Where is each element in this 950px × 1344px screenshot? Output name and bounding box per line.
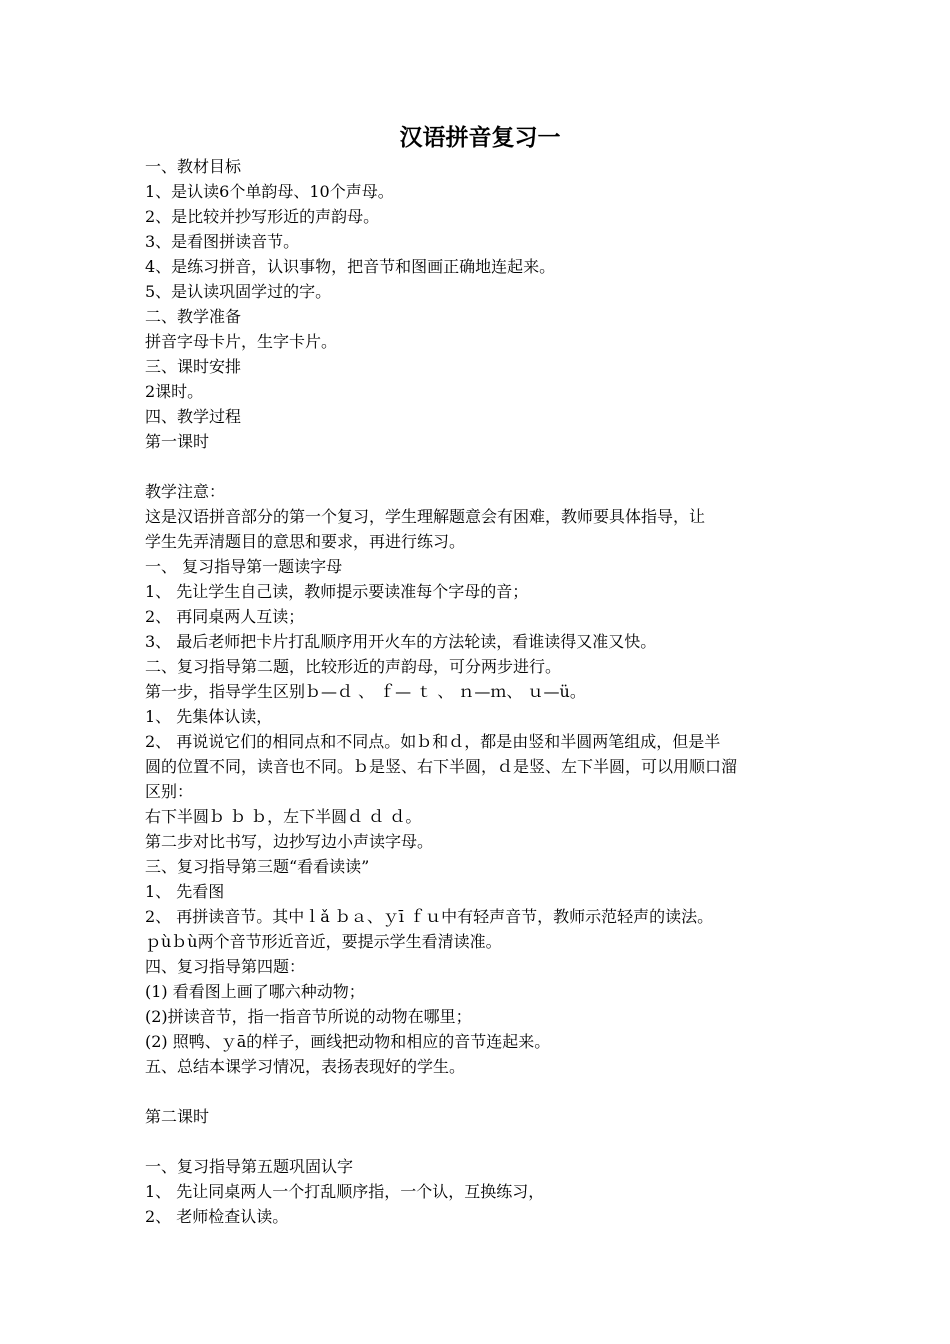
text-line: 2课时。 (145, 382, 204, 401)
text-line: ｐùｂù两个音节形近音近，要提示学生看清读准。 (145, 932, 502, 951)
text-line: 第一步，指导学生区别ｂ—ｄ 、 ｆ— ｔ 、 ｎ—ｍ、 ｕ—ü。 (145, 682, 586, 701)
text-line: 二、复习指导第二题，比较形近的声韵母，可分两步进行。 (145, 657, 562, 676)
text-line: 2、 再说说它们的相同点和不同点。如ｂ和ｄ，都是由竖和半圆两笔组成，但是半 (145, 732, 721, 751)
text-line: 2、 再同桌两人互读； (145, 607, 305, 626)
text-line: 2、是比较并抄写形近的声韵母。 (145, 207, 380, 226)
text-line: (2) 照鸭、ｙā的样子，画线把动物和相应的音节连起来。 (145, 1032, 551, 1051)
text-line: 三、课时安排 (145, 357, 242, 376)
text-line: 拼音字母卡片，生字卡片。 (145, 332, 338, 351)
text-line: 教学注意： (145, 482, 226, 501)
text-line: 3、 最后老师把卡片打乱顺序用开火车的方法轮读，看谁读得又准又快。 (145, 632, 657, 651)
text-line: 右下半圆ｂ ｂ ｂ，左下半圆ｄ ｄ ｄ。 (145, 807, 422, 826)
text-line: 1、 先看图 (145, 882, 225, 901)
text-line: 1、是认读6个单韵母、10个声母。 (145, 182, 394, 201)
text-line: 区别： (145, 782, 194, 801)
text-line: (2)拼读音节，指一指音节所说的动物在哪里； (145, 1007, 472, 1026)
text-line: 4、是练习拼音，认识事物，把音节和图画正确地连起来。 (145, 257, 556, 276)
text-line: 第二步对比书写，边抄写边小声读字母。 (145, 832, 434, 851)
text-line: 一、教材目标 (145, 157, 242, 176)
text-line: 五、总结本课学习情况，表扬表现好的学生。 (145, 1057, 466, 1076)
text-line: 一、复习指导第五题巩固认字 (145, 1157, 354, 1176)
text-line: 学生先弄清题目的意思和要求，再进行练习。 (145, 532, 466, 551)
text-line: 3、是看图拼读音节。 (145, 232, 300, 251)
document-page (145, 122, 825, 1229)
text-line: (1) 看看图上画了哪六种动物； (145, 982, 365, 1001)
text-line: 这是汉语拼音部分的第一个复习，学生理解题意会有困难，教师要具体指导，让 (145, 507, 706, 526)
text-line (145, 1079, 825, 1104)
text-line: 二、教学准备 (145, 307, 242, 326)
text-line (145, 1129, 825, 1154)
text-line: 5、是认读巩固学过的字。 (145, 282, 332, 301)
text-line: 2、 老师检查认读。 (145, 1207, 289, 1226)
text-line: 三、复习指导第三题“看看读读” (145, 857, 370, 876)
document-body (145, 154, 825, 1229)
text-line: 第二课时 (145, 1107, 210, 1126)
text-line: 1、 先让学生自己读，教师提示要读准每个字母的音； (145, 582, 529, 601)
text-line: 1、 先集体认读， (145, 707, 273, 726)
text-line (145, 454, 825, 479)
text-line: 四、教学过程 (145, 407, 242, 426)
text-line: 一、 复习指导第一题读字母 (145, 557, 343, 576)
text-line: 四、复习指导第四题： (145, 957, 306, 976)
text-line: 圆的位置不同，读音也不同。ｂ是竖、右下半圆，ｄ是竖、左下半圆，可以用顺口溜 (145, 757, 738, 776)
text-line: 2、 再拼读音节。其中ｌǎ ｂａ、ｙī ｆｕ中有轻声音节，教师示范轻声的读法。 (145, 907, 714, 926)
text-line: 1、 先让同桌两人一个打乱顺序指，一个认，互换练习， (145, 1182, 545, 1201)
document-title: 汉语拼音复习一 (399, 124, 561, 151)
text-line: 第一课时 (145, 432, 210, 451)
